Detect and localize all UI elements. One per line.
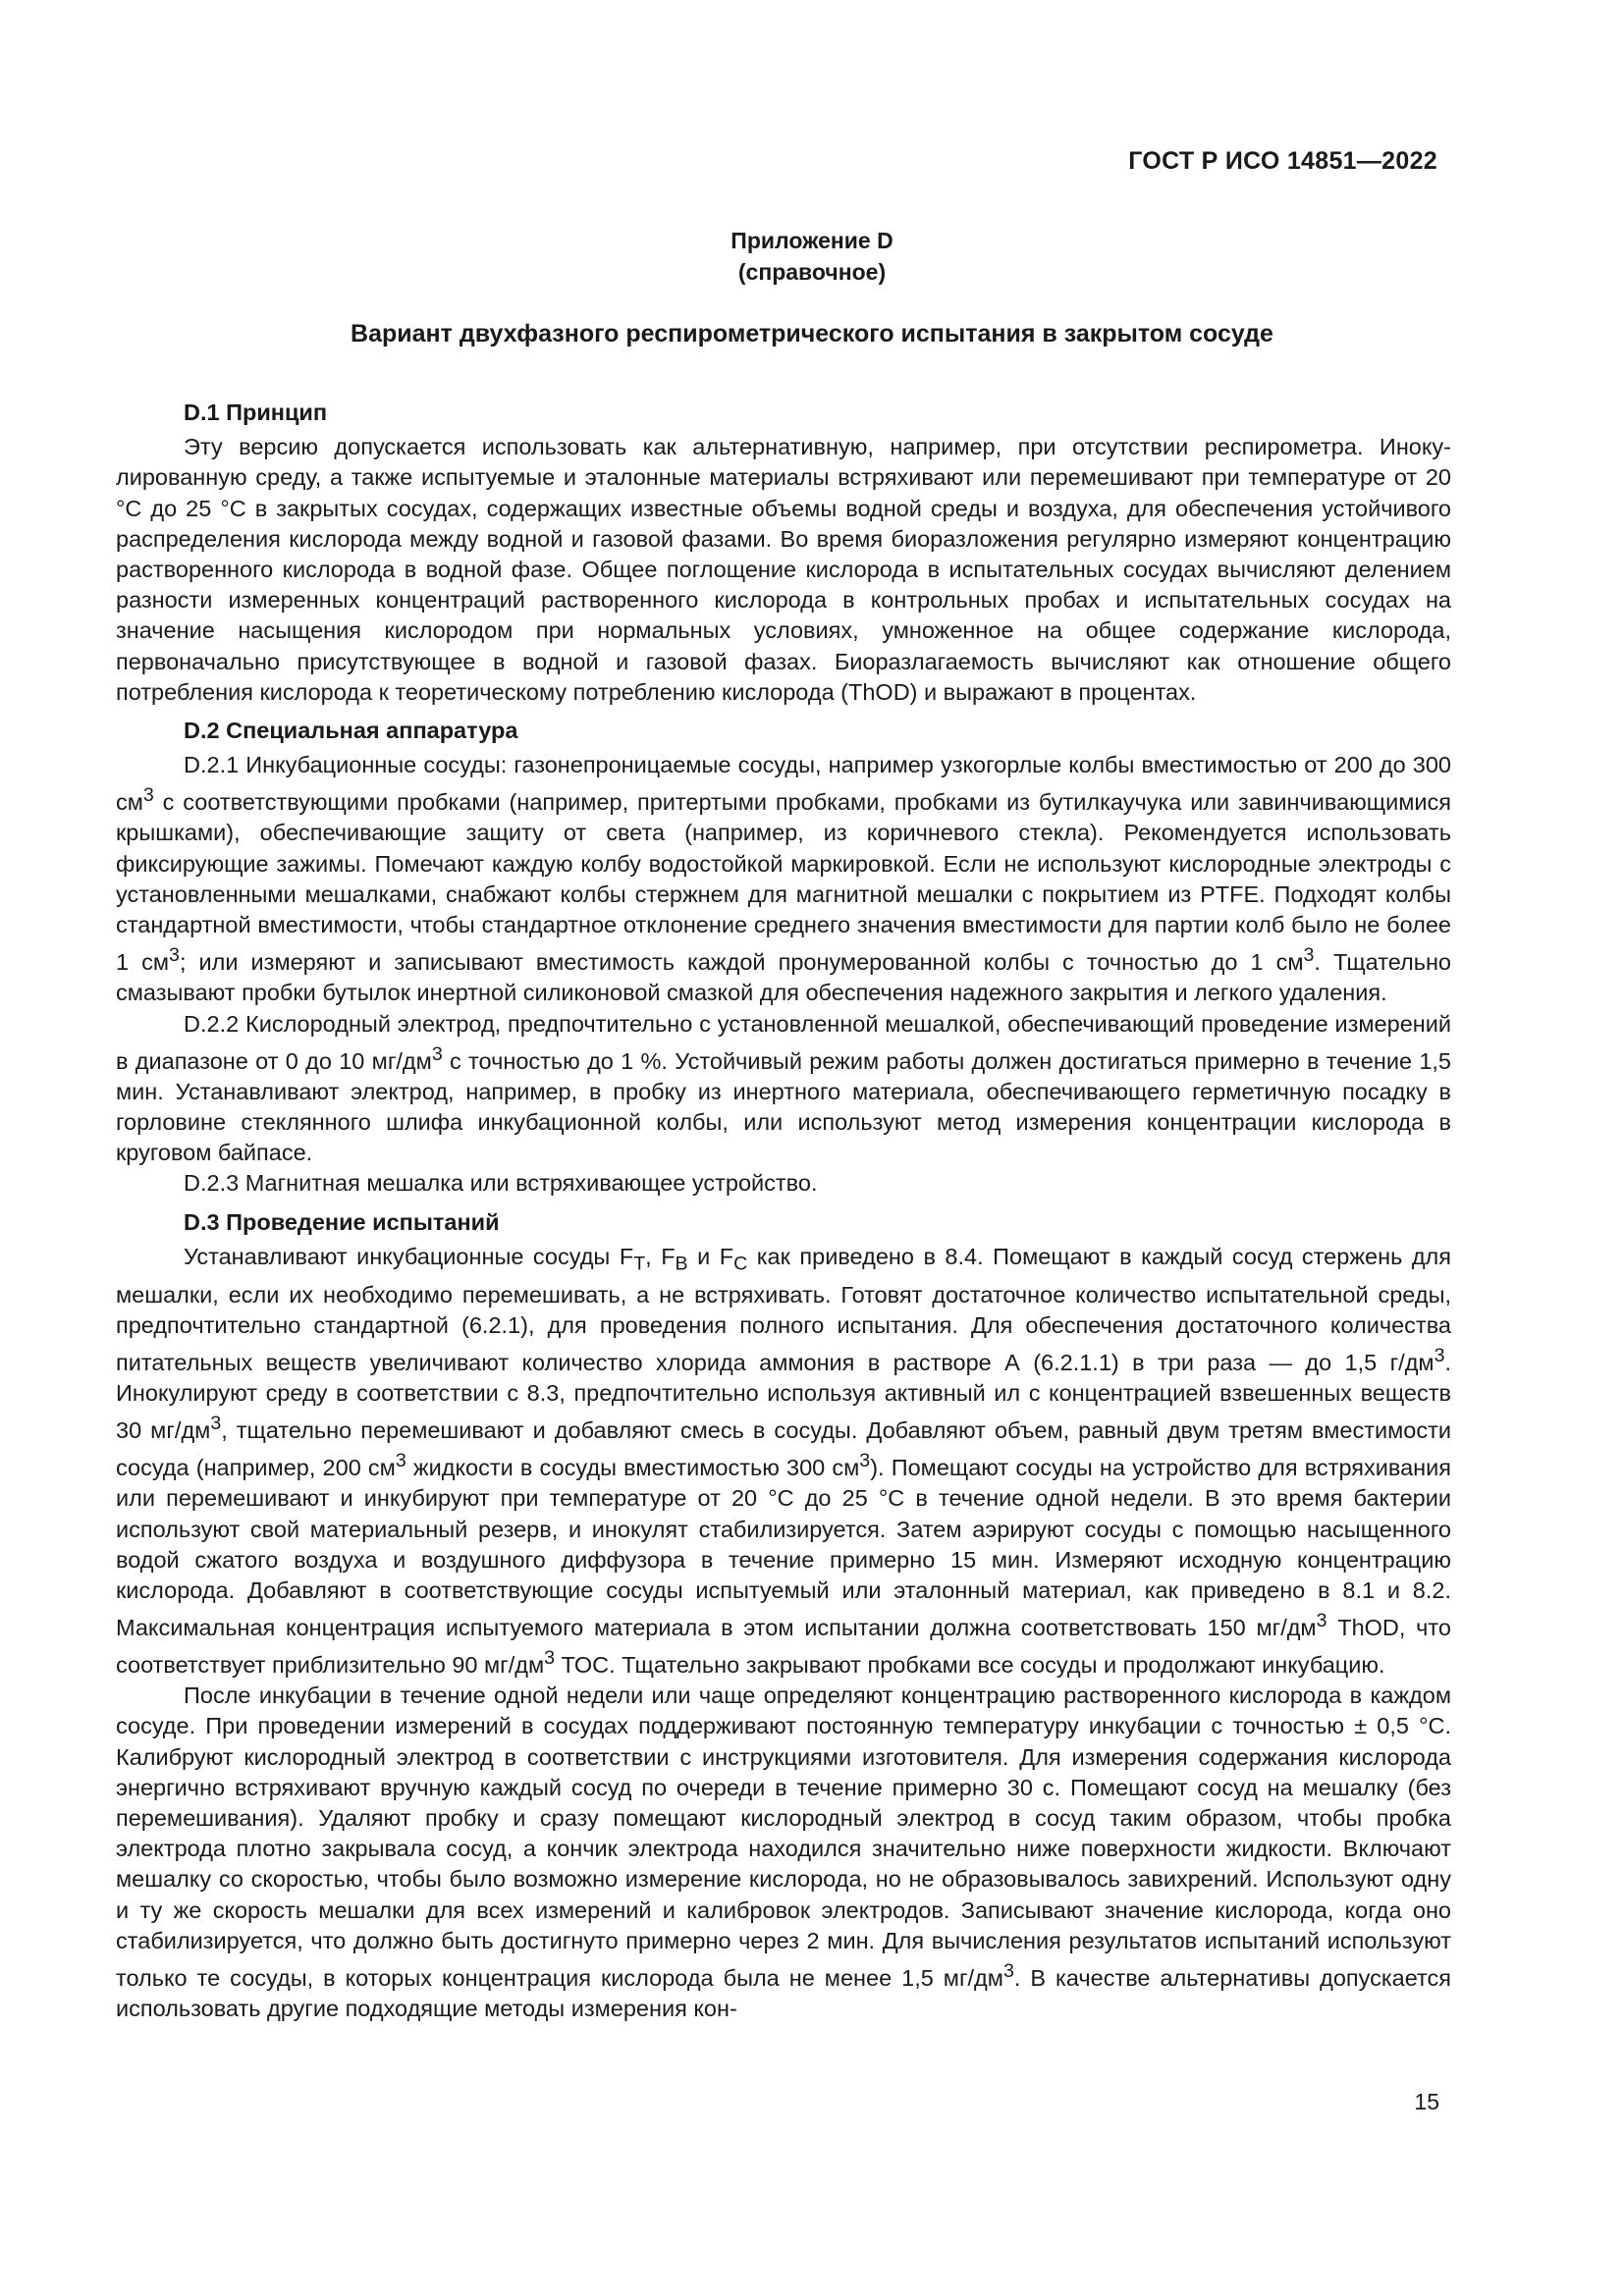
paragraph-d3-2: После инкубации в течение одной недели или чаще определяют концентрацию растворенного кислорода в каждом сосуде. При проведении измерений в сосудах поддерживают постоянную температуру инкубации с точностью ± 0,5 °С. Калибруют кислородный электрод в соответствии с инструкциями изготовителя. Для измерения содержания кислорода энергично встряхивают вручную каждый сосуд по очереди в течение примерно 30 с. Помещают сосуд на мешалку (без перемешивания). Удаляют пробку и сразу помещают кислородный электрод в сосуд таким образом, чтобы пробка электрода плотно закрывала сосуд, а кончик электрода находился значительно ниже поверхности жидкости. Включают мешалку со скоростью, чтобы было возможно измерение кислорода, но не образовывалось завихрений. Используют одну и ту же скорость мешалки для всех измерений и калибровок электродов. Записывают значение кислорода, когда оно стабилизируется, что должно быть достигнуто примерно через 2 мин. Для вычисления результатов испытаний используют только те сосуды, в которых концентрация кислорода была не менее 1,5 $мг/дм^3$. В качестве альтернативы допускается использовать другие подходящие методы измерения кон- (116, 1682, 1451, 2022)
paragraph-d1-principle: Эту версию допускается использовать как альтернативную, например, при отсутствии респирометра. Инокулированную среду, а также испытуемые и эталонные материалы встряхивают или перемешивают при температуре от 20 °С до 25 °С в закрытых сосудах, содержащих известные объемы водной среды и воздуха, для обеспечения устойчивого распределения кислорода между водной и газовой фазами. Во время биоразложения регулярно измеряют концентрацию растворенного кислорода в водной фазе. Общее поглощение кислорода в испытательных сосудах вычисляют делением разности измеренных концентраций растворенного кислорода в контрольных пробах и испытательных сосудах на значение насыщения кислородом при нормальных условиях, умноженное на общее содержание кислорода, первоначально присутствующее в водной и газовой фазах. Биоразлагаемость вычисляют как отношение общего потребления кислорода к теоретическому потреблению кислорода (ThOD) и выражают в процентах. (116, 434, 1451, 705)
paragraph-d3-1: Устанавливают инкубационные сосуды $F_T$, $F_B$ и $F_C$ как приведено в 8.4. Помещают в каждый сосуд стержень для мешалки, если их необходимо перемешивать, а не встряхивать. Готовят достаточное количество испытательной среды, предпочтительно стандартной (6.2.1), для проведения полного испытания. Для обеспечения достаточного количества питательных веществ увеличивают количество хлорида аммония в растворе А (6.2.1.1) в три раза — до 1,5 $г/дм^3$. Инокулируют среду в соответствии с 8.3, предпочтительно используя активный ил с концентрацией взвешенных веществ 30 $мг/дм^3$, тщательно перемешивают и добавляют смесь в сосуды. Добавляют объем, равный двум третям вместимости сосуда (например, 200 $см^3$ жидкости в сосуды вместимостью 300 $см^3$). Помещают сосуды на устройство для встряхивания или перемешивают и инкубируют при температуре от 20 °С до 25 °С в течение одной недели. В это время бактерии используют свой материальный резерв, и инокулят стабилизируется. Затем аэрируют сосуды с помощью насыщенного водой сжатого воздуха и воздушного диффузора в течение примерно 15 мин. Измеряют исходную концентрацию кислорода. Добавляют в соответствующие сосуды испытуемый или эталонный материал, как приведено в 8.1 и 8.2. Максимальная концентрация испытуемого материала в этом испытании должна соответствовать 150 $мг/дм^3$ ThOD, что соответствует приблизительно 90 $мг/дм^3$ ТОС. Тщательно закрывают пробками все сосуды и продолжают инкубацию. (116, 1243, 1451, 1679)
paragraph-d2-1: D.2.1 Инкубационные сосуды: газонепроницаемые сосуды, например узкогорлые колбы вместимостью от 200 до 300 $см^3$ с соответствующими пробками (например, притертыми пробками, пробками из бутилкаучука или завинчивающимися крышками), обеспечивающие защиту от света (например, из коричневого стекла). Рекомендуется использовать фиксирующие зажимы. Помечают каждую колбу водостойкой маркировкой. Если не используют кислородные электроды с установленными мешалками, снабжают колбы стержнем для магнитной мешалки с покрытием из PTFE. Подходят колбы стандартной вместимости, чтобы стандартное отклонение среднего значения вместимости для партии колб было не более 1 $см^3$; или измеряют и записывают вместимость каждой пронумерованной колбы с точностью до 1 $см^3$. Тщательно смазывают пробки бутылок инертной силиконовой смазкой для обеспечения надежного закрытия и легкого удаления. (116, 752, 1452, 1006)
page-number: 15 (1414, 2089, 1439, 2114)
section-heading-d2: D.2 Специальная аппаратура (184, 718, 518, 744)
annex-title: Приложение D (731, 228, 893, 253)
paragraph-d2-2: D.2.2 Кислородный электрод, предпочтительно с установленной мешалкой, обеспечивающий проведение измерений в диапазоне от 0 до 10 $мг/дм^3$ с точностью до 1 %. Устойчивый режим работы должен достигаться примерно в течение 1,5 мин. Устанавливают электрод, например, в пробку из инертного материала, обеспечивающего герметичную посадку в горловине стеклянного шлифа инкубационной колбы, или используют метод измерения концентрации кислорода в круговом байпасе. (116, 1010, 1451, 1166)
annex-note: (справочное) (737, 259, 887, 285)
section-heading-d3: D.3 Проведение испытаний (184, 1208, 500, 1235)
main-title: Вариант двухфазного респирометрического испытания в закрытом сосуде (351, 320, 1273, 347)
paragraph-d2-3: D.2.3 Магнитная мешалка или встряхивающее устройство. (184, 1170, 818, 1197)
standard-code: ГОСТ Р ИСО 14851—2022 (1128, 147, 1437, 175)
document-body (116, 398, 1451, 2024)
section-heading-d1: D.1 Принцип (184, 400, 328, 425)
